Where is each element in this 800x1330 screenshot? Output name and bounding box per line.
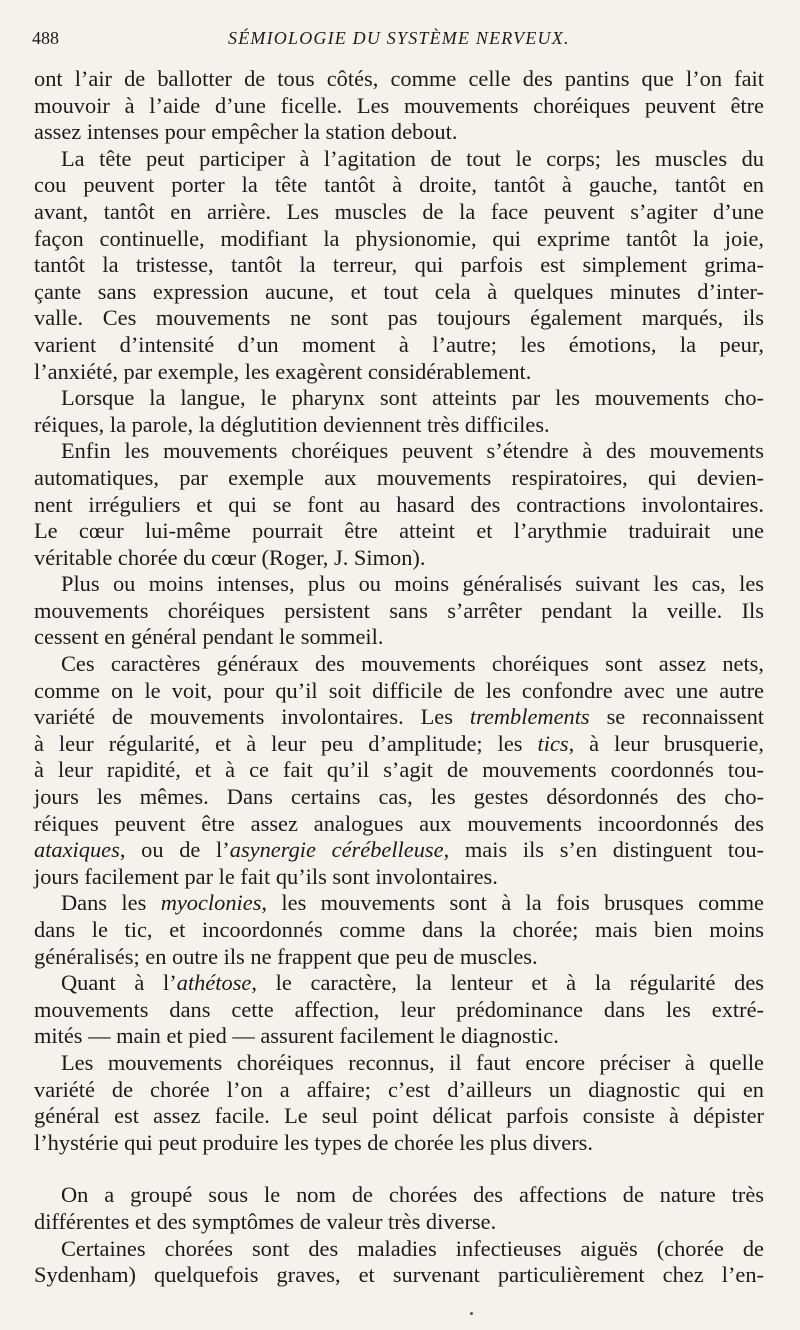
text-line: jours facilement par le fait qu’ils sont involontaires. <box>34 863 498 889</box>
text-line: généralisés; en outre ils ne frappent que peu de muscles. <box>34 943 538 969</box>
text-line: automatiques, par exemple aux mouvements respiratoires, qui devien- <box>34 464 764 490</box>
text-line: assez intenses pour empêcher la station debout. <box>34 119 458 145</box>
text-line: La tête peut participer à l’agitation de tout le corps; les muscles du <box>61 145 764 171</box>
text-line: dans le tic, et incoordonnés comme dans la chorée; mais bien moins <box>34 917 764 942</box>
body-text <box>34 66 764 1289</box>
text-line: différentes et des symptômes de valeur très diverse. <box>34 1208 497 1234</box>
text-line: Le cœur lui-même pourrait être atteint et l’arythmie traduirait une <box>34 518 764 544</box>
text-line: réiques peuvent être assez analogues aux mouvements incoordonnés des <box>34 810 764 836</box>
text-line: jours les mêmes. Dans certains cas, les gestes désordonnés des cho- <box>34 784 764 810</box>
section-gap <box>34 1156 764 1182</box>
text-line: l’anxiété, par exemple, les exagèrent considérablement. <box>34 358 532 384</box>
text-line: Les mouvements choréiques reconnus, il faut encore préciser à quelle <box>61 1049 764 1075</box>
text-line: façon continuelle, modifiant la physionomie, qui exprime tantôt la joie, <box>34 225 764 251</box>
text-line: valle. Ces mouvements ne sont pas toujours également marqués, ils <box>34 305 764 331</box>
running-title: SÉMIOLOGIE DU SYSTÈME NERVEUX. <box>228 28 570 48</box>
text-line: avant, tantôt en arrière. Les muscles de la face peuvent s’agiter d’une <box>34 198 764 224</box>
text-line: nent irréguliers et qui se font au hasard des contractions involontaires. <box>34 491 764 517</box>
text-line: Certaines chorées sont des maladies infectieuses aiguës (chorée de <box>61 1235 764 1261</box>
text-line: véritable chorée du cœur (Roger, J. Simon). <box>34 544 426 570</box>
text-line: mités — main et pied — assurent facilement le diagnostic. <box>34 1023 559 1049</box>
text-line: tantôt la tristesse, tantôt la terreur, qui parfois est simplement grima- <box>34 252 764 278</box>
text-line: variété de chorée l’on a affaire; c’est d’ailleurs un diagnostic qui en <box>34 1076 764 1102</box>
text-line: l’hystérie qui peut produire les types de chorée les plus divers. <box>34 1129 593 1155</box>
text-line: cessent en général pendant le sommeil. <box>34 624 384 650</box>
text-line: Quant à l’athétose, le caractère, la lenteur et à la régularité des <box>61 970 765 996</box>
text-line: varient d’intensité d’un moment à l’autre; les émotions, la peur, <box>34 331 764 357</box>
running-head <box>32 28 776 56</box>
ink-speck <box>470 1312 473 1315</box>
text-line: Lorsque la langue, le pharynx sont atteints par les mouvements cho- <box>61 385 764 411</box>
text-line: Ces caractères généraux des mouvements choréiques sont assez nets, <box>61 651 764 677</box>
text-line: ataxiques, ou de l’asynergie cérébelleuse, mais ils s’en distinguent tou- <box>34 837 765 863</box>
text-line: mouvements choréiques persistent sans s’arrêter pendant la veille. Ils <box>34 597 764 623</box>
text-line: à leur régularité, et à leur peu d’amplitude; les tics, à leur brusquerie, <box>34 730 764 756</box>
text-line: général est assez facile. Le seul point délicat parfois consiste à dépister <box>34 1103 764 1129</box>
text-line: cou peuvent porter la tête tantôt à droite, tantôt à gauche, tantôt en <box>34 172 764 198</box>
text-line: On a groupé sous le nom de chorées des affections de nature très <box>61 1182 764 1208</box>
text-line: Sydenham) quelquefois graves, et survenant particulièrement chez l’en- <box>34 1262 764 1288</box>
text-line: Dans les myoclonies, les mouvements sont à la fois brusques comme <box>61 890 764 916</box>
text-line: réiques, la parole, la déglutition deviennent très difficiles. <box>34 411 550 437</box>
text-line: mouvements dans cette affection, leur prédominance dans les extré- <box>34 996 764 1022</box>
text-line: mouvoir à l’aide d’une ficelle. Les mouvements choréiques peuvent être <box>34 92 764 118</box>
text-line: variété de mouvements involontaires. Les tremblements se reconnaissent <box>34 704 764 730</box>
text-line: comme on le voit, pour qu’il soit difficile de les confondre avec une autre <box>34 677 764 703</box>
text-line: çante sans expression aucune, et tout cela à quelques minutes d’inter- <box>34 278 764 304</box>
text-line: à leur rapidité, et à ce fait qu’il s’agit de mouvements coordonnés tou- <box>34 757 764 783</box>
text-line: Plus ou moins intenses, plus ou moins généralisés suivant les cas, les <box>61 571 764 597</box>
page-number: 488 <box>32 28 59 48</box>
text-line: Enfin les mouvements choréiques peuvent s’étendre à des mouvements <box>61 438 764 464</box>
text-line: ont l’air de ballotter de tous côtés, comme celle des pantins que l’on fait <box>34 66 764 91</box>
